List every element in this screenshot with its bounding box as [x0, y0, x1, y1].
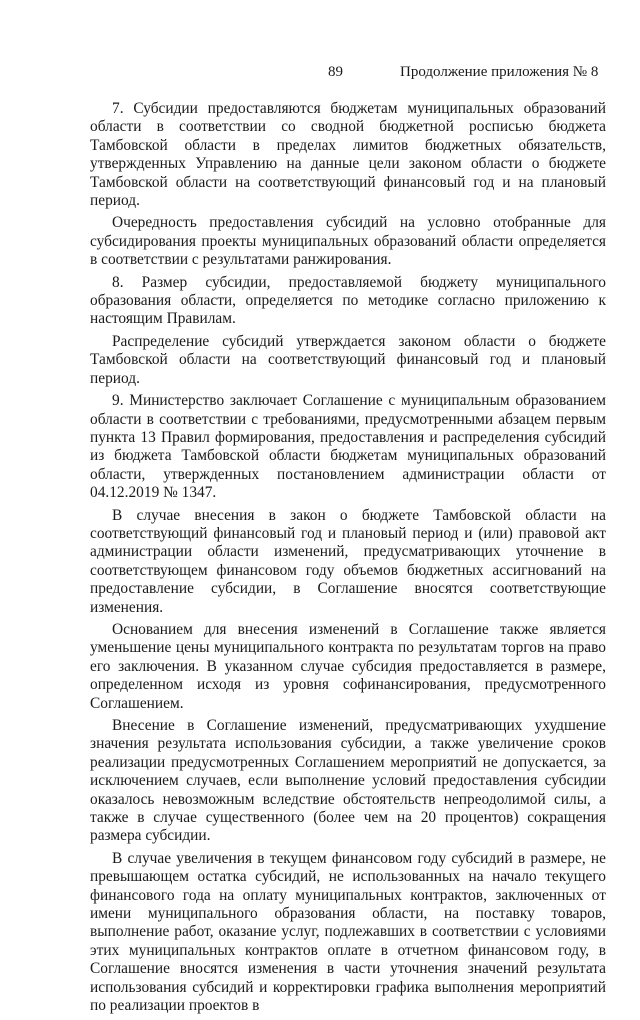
paragraph: В случае увеличения в текущем финансовом году субсидий в размере, не превышающем остатка субсидий, не использованных на начало текущего финансового года на оплату муниципальных контрактов, заключенных от имени муниципального образования области, на поставку товаров, выполнение работ, оказание услуг, подлежавших в соответствии с условиями этих муниципальных контрактов оплате в отчетном финансовом году, в Соглашение вносятся изменения в части уточнения значений результата использования субсидий и корректировки графика выполнения мероприятий по реализации проектов в: [90, 849, 606, 1015]
document-body: [90, 100, 606, 1020]
paragraph: 8. Размер субсидии, предоставляемой бюджету муниципального образования области, определяется по методике согласно приложению к настоящим Правилам.: [90, 273, 606, 328]
page-number: 89: [328, 64, 343, 80]
paragraph: 9. Министерство заключает Соглашение с муниципальным образованием области в соответствии с требованиями, предусмотренными абзацем первым пункта 13 Правил формирования, предоставления и распределения субсидий из бюджета Тамбовской области бюджетам муниципальных образований области, утвержденных постановлением администрации области от 04.12.2019 № 1347.: [90, 392, 606, 502]
page-header: [0, 64, 640, 84]
paragraph: Основанием для внесения изменений в Соглашение также является уменьшение цены муниципального контракта по результатам торгов на право его заключения. В указанном случае субсидия предоставляется в размере, определенном исходя из уровня софинансирования, предусмотренного Соглашением.: [90, 620, 606, 712]
paragraph: Очередность предоставления субсидий на условно отобранные для субсидирования проекты муниципальных образований области определяется в соответствии с результатами ранжирования.: [90, 214, 606, 269]
paragraph: 7. Субсидии предоставляются бюджетам муниципальных образований области в соответствии со сводной бюджетной росписью бюджета Тамбовской области в пределах лимитов бюджетных обязательств, утвержденных Управлению на данные цели законом области о бюджете Тамбовской области на соответствующий финансовый год и на плановый период.: [90, 100, 606, 210]
paragraph: Распределение субсидий утверждается законом области о бюджете Тамбовской области на соответствующий финансовый год и плановый период.: [90, 332, 606, 387]
appendix-continuation-label: Продолжение приложения № 8: [400, 64, 599, 80]
paragraph: В случае внесения в закон о бюджете Тамбовской области на соответствующий финансовый год и плановый период и (или) правовой акт администрации области изменений, предусматривающих уточнение в соответствующем финансовом году объемов бюджетных ассигнований на предоставление субсидии, в Соглашение вносятся соответствующие изменения.: [90, 506, 606, 616]
paragraph: Внесение в Соглашение изменений, предусматривающих ухудшение значения результата использования субсидии, а также увеличение сроков реализации предусмотренных Соглашением мероприятий не допускается, за исключением случаев, если выполнение условий предоставления субсидии оказалось невозможным вследствие обстоятельств непреодолимой силы, а также в случае существенного (более чем на 20 процентов) сокращения размера субсидии.: [90, 717, 606, 845]
